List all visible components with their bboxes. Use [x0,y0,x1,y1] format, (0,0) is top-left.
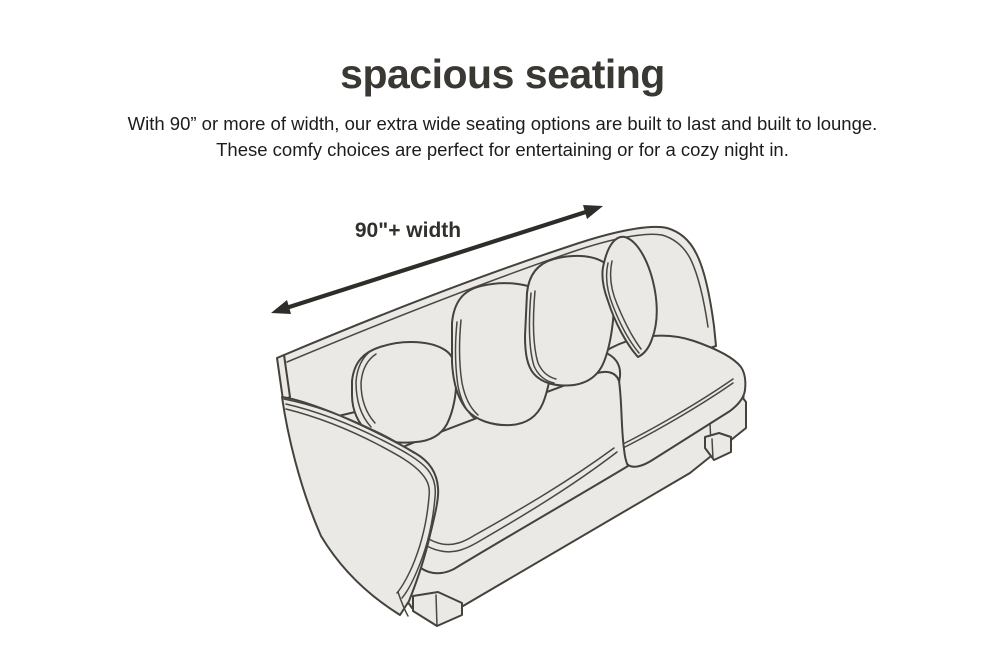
description-line-1: With 90” or more of width, our extra wide seating options are built to last and built to lounge. [127,113,878,135]
dimension-label: 90"+ width [354,219,462,242]
back-pillow-3 [525,256,614,386]
feature-text-block [0,0,1005,163]
description [53,111,953,163]
description-line-2: These comfy choices are perfect for entertaining or for a cozy night in. [216,139,789,161]
page-title: spacious seating [340,51,665,97]
